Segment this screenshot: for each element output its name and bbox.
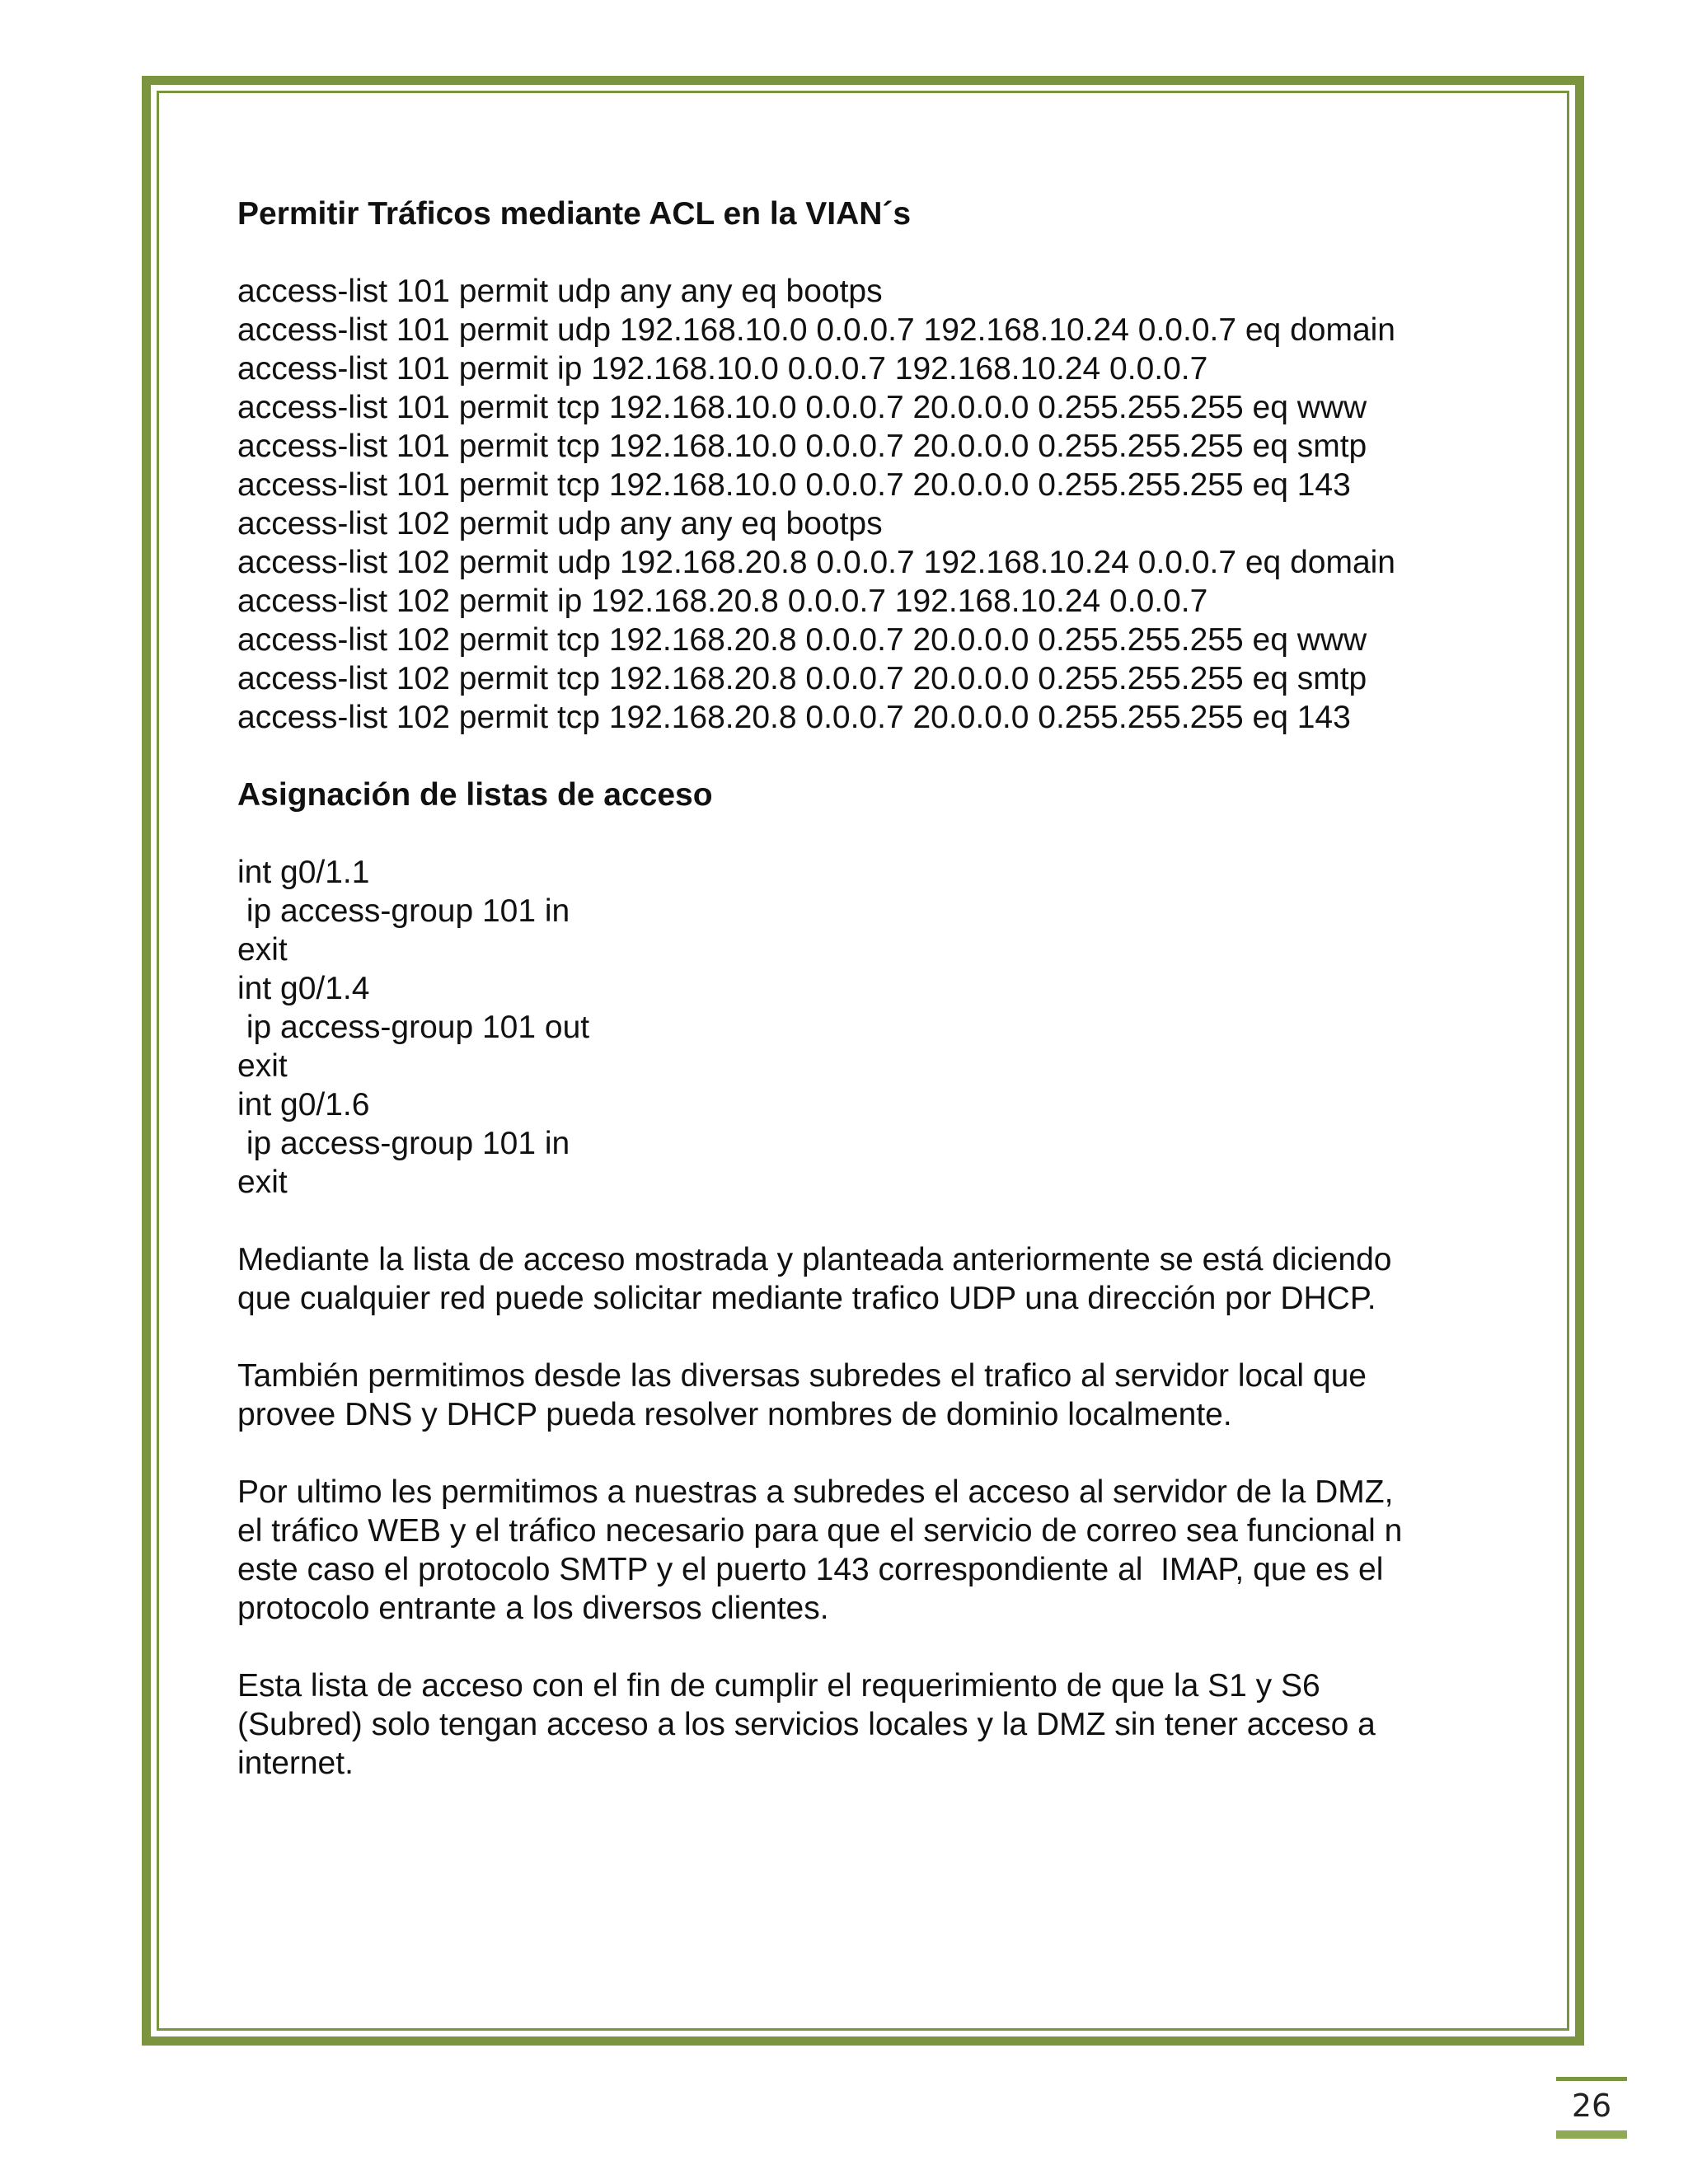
config-line: ip access-group 101 in — [237, 1126, 570, 1161]
page-number-box — [1556, 2077, 1627, 2139]
paragraph-line: internet. — [237, 1746, 354, 1781]
acl-line: access-list 101 permit ip 192.168.10.0 0.0.0.7 192.168.10.24 0.0.0.7 — [237, 351, 1208, 387]
paragraph-line: este caso el protocolo SMTP y el puerto 143 correspondiente al IMAP, que es el — [237, 1552, 1384, 1587]
page-number-rule-bottom — [1556, 2130, 1627, 2139]
config-line: int g0/1.6 — [237, 1087, 370, 1122]
paragraph-line: Esta lista de acceso con el fin de cumplir el requerimiento de que la S1 y S6 — [237, 1668, 1320, 1704]
paragraph-dhcp — [237, 1240, 1523, 1318]
spacer — [237, 1628, 1523, 1666]
config-line: ip access-group 101 out — [237, 1010, 590, 1045]
config-line: exit — [237, 1048, 288, 1084]
spacer — [237, 1202, 1523, 1240]
spacer — [237, 1318, 1523, 1357]
paragraph-line: el tráfico WEB y el tráfico necesario para que el servicio de correo sea funcional n — [237, 1513, 1403, 1549]
paragraph-line: También permitimos desde las diversas subredes el trafico al servidor local que — [237, 1358, 1367, 1394]
acl-line: access-list 102 permit tcp 192.168.20.8 0.0.0.7 20.0.0.0 0.255.255.255 eq smtp — [237, 661, 1367, 696]
acl-line: access-list 101 permit udp 192.168.10.0 0.0.0.7 192.168.10.24 0.0.0.7 eq domain — [237, 312, 1395, 348]
assign-section-heading: Asignación de listas de acceso — [237, 777, 713, 813]
paragraph-line: protocolo entrante a los diversos clientes. — [237, 1591, 829, 1626]
paragraph-dmz — [237, 1473, 1523, 1628]
acl-line: access-list 101 permit tcp 192.168.10.0 0.0.0.7 20.0.0.0 0.255.255.255 eq 143 — [237, 467, 1351, 503]
acl-line: access-list 101 permit tcp 192.168.10.0 0.0.0.7 20.0.0.0 0.255.255.255 eq www — [237, 390, 1367, 425]
paragraph-dns — [237, 1357, 1523, 1434]
config-line: int g0/1.4 — [237, 971, 370, 1006]
config-line: int g0/1.1 — [237, 855, 370, 890]
acl-line: access-list 102 permit udp any any eq bootps — [237, 506, 883, 541]
spacer — [237, 737, 1523, 776]
spacer — [237, 814, 1523, 853]
config-line: exit — [237, 1165, 288, 1200]
config-line: exit — [237, 932, 288, 968]
paragraph-requirement — [237, 1666, 1523, 1783]
paragraph-line: Mediante la lista de acceso mostrada y planteada anteriormente se está diciendo — [237, 1242, 1392, 1277]
acl-section-heading: Permitir Tráficos mediante ACL en la VIAN´s — [237, 196, 912, 232]
interface-config-block — [237, 853, 1523, 1202]
page-number: 26 — [1571, 2088, 1612, 2124]
acl-line: access-list 102 permit tcp 192.168.20.8 0.0.0.7 20.0.0.0 0.255.255.255 eq www — [237, 622, 1367, 658]
paragraph-line: provee DNS y DHCP pueda resolver nombres de dominio localmente. — [237, 1397, 1232, 1432]
acl-line: access-list 101 permit tcp 192.168.10.0 0.0.0.7 20.0.0.0 0.255.255.255 eq smtp — [237, 429, 1367, 464]
document-body — [237, 194, 1523, 1783]
acl-line: access-list 102 permit tcp 192.168.20.8 0.0.0.7 20.0.0.0 0.255.255.255 eq 143 — [237, 700, 1351, 735]
paragraph-line: Por ultimo les permitimos a nuestras a subredes el acceso al servidor de la DMZ, — [237, 1474, 1394, 1510]
spacer — [237, 233, 1523, 272]
acl-line: access-list 102 permit udp 192.168.20.8 0.0.0.7 192.168.10.24 0.0.0.7 eq domain — [237, 545, 1395, 580]
acl-line: access-list 102 permit ip 192.168.20.8 0.0.0.7 192.168.10.24 0.0.0.7 — [237, 583, 1208, 619]
paragraph-line: (Subred) solo tengan acceso a los servicios locales y la DMZ sin tener acceso a — [237, 1707, 1376, 1742]
acl-line: access-list 101 permit udp any any eq bootps — [237, 274, 883, 309]
acl-config-block — [237, 272, 1523, 737]
spacer — [237, 1434, 1523, 1473]
paragraph-line: que cualquier red puede solicitar mediante trafico UDP una dirección por DHCP. — [237, 1281, 1376, 1316]
config-line: ip access-group 101 in — [237, 893, 570, 929]
